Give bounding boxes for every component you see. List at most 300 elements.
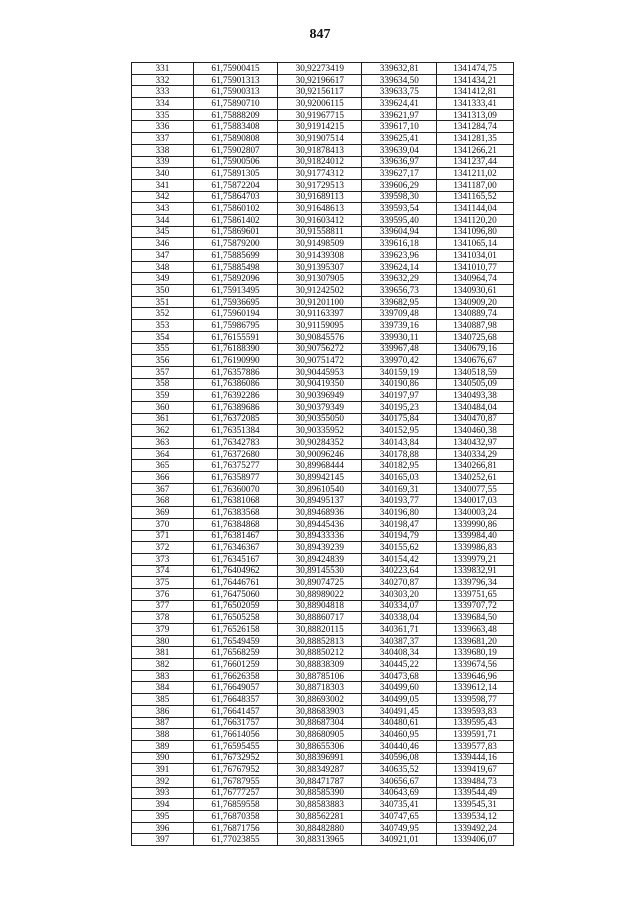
y-coordinate-cell: 1341333,41	[437, 98, 514, 110]
x-coordinate-cell: 340921,01	[362, 834, 437, 846]
longitude-cell: 30,91729513	[278, 179, 362, 191]
point-number-cell: 350	[132, 285, 194, 297]
y-coordinate-cell: 1340003,24	[437, 507, 514, 519]
x-coordinate-cell: 339621,97	[362, 109, 437, 121]
latitude-cell: 61,75902807	[193, 144, 277, 156]
point-number-cell: 347	[132, 250, 194, 262]
longitude-cell: 30,91439308	[278, 250, 362, 262]
table-row	[132, 191, 514, 203]
y-coordinate-cell: 1341165,52	[437, 191, 514, 203]
table-body	[132, 63, 514, 846]
x-coordinate-cell: 339604,94	[362, 226, 437, 238]
latitude-cell: 61,76601259	[193, 659, 277, 671]
point-number-cell: 383	[132, 670, 194, 682]
y-coordinate-cell: 1341281,35	[437, 133, 514, 145]
table-row	[132, 98, 514, 110]
point-number-cell: 378	[132, 612, 194, 624]
table-row	[132, 214, 514, 226]
latitude-cell: 61,76346367	[193, 542, 277, 554]
point-number-cell: 366	[132, 472, 194, 484]
point-number-cell: 353	[132, 320, 194, 332]
y-coordinate-cell: 1339707,72	[437, 600, 514, 612]
point-number-cell: 376	[132, 588, 194, 600]
point-number-cell: 370	[132, 518, 194, 530]
latitude-cell: 61,76870358	[193, 811, 277, 823]
x-coordinate-cell: 340196,80	[362, 507, 437, 519]
table-row	[132, 133, 514, 145]
y-coordinate-cell: 1341144,04	[437, 203, 514, 215]
table-row	[132, 109, 514, 121]
table-row	[132, 179, 514, 191]
table-row	[132, 121, 514, 133]
table-row	[132, 811, 514, 823]
table-row	[132, 86, 514, 98]
x-coordinate-cell: 340175,84	[362, 413, 437, 425]
longitude-cell: 30,89145530	[278, 565, 362, 577]
table-row	[132, 565, 514, 577]
table-row	[132, 63, 514, 75]
point-number-cell: 393	[132, 787, 194, 799]
table-row	[132, 390, 514, 402]
longitude-cell: 30,91878413	[278, 144, 362, 156]
table-row	[132, 495, 514, 507]
latitude-cell: 61,76345167	[193, 553, 277, 565]
table-row	[132, 752, 514, 764]
x-coordinate-cell: 339634,50	[362, 74, 437, 86]
y-coordinate-cell: 1340930,61	[437, 285, 514, 297]
table-row	[132, 483, 514, 495]
table-row	[132, 705, 514, 717]
longitude-cell: 30,90379349	[278, 401, 362, 413]
table-row	[132, 588, 514, 600]
y-coordinate-cell: 1341120,20	[437, 214, 514, 226]
latitude-cell: 61,76526158	[193, 624, 277, 636]
x-coordinate-cell: 340596,08	[362, 752, 437, 764]
table-row	[132, 647, 514, 659]
latitude-cell: 61,75900506	[193, 156, 277, 168]
latitude-cell: 61,76641457	[193, 705, 277, 717]
y-coordinate-cell: 1339646,96	[437, 670, 514, 682]
y-coordinate-cell: 1339419,67	[437, 764, 514, 776]
y-coordinate-cell: 1341284,74	[437, 121, 514, 133]
table-row	[132, 518, 514, 530]
x-coordinate-cell: 340735,41	[362, 799, 437, 811]
x-coordinate-cell: 340303,20	[362, 588, 437, 600]
longitude-cell: 30,89942145	[278, 472, 362, 484]
table-row	[132, 144, 514, 156]
latitude-cell: 61,75891305	[193, 168, 277, 180]
y-coordinate-cell: 1339484,73	[437, 775, 514, 787]
table-row	[132, 764, 514, 776]
y-coordinate-cell: 1339986,83	[437, 542, 514, 554]
latitude-cell: 61,76568259	[193, 647, 277, 659]
y-coordinate-cell: 1339979,21	[437, 553, 514, 565]
point-number-cell: 391	[132, 764, 194, 776]
point-number-cell: 372	[132, 542, 194, 554]
point-number-cell: 381	[132, 647, 194, 659]
table-row	[132, 413, 514, 425]
latitude-cell: 61,76360070	[193, 483, 277, 495]
y-coordinate-cell: 1339406,07	[437, 834, 514, 846]
x-coordinate-cell: 339967,48	[362, 343, 437, 355]
table-row	[132, 320, 514, 332]
coordinates-table	[131, 62, 514, 846]
latitude-cell: 61,76342783	[193, 437, 277, 449]
y-coordinate-cell: 1340493,38	[437, 390, 514, 402]
point-number-cell: 346	[132, 238, 194, 250]
point-number-cell: 333	[132, 86, 194, 98]
point-number-cell: 341	[132, 179, 194, 191]
point-number-cell: 389	[132, 740, 194, 752]
x-coordinate-cell: 340159,19	[362, 366, 437, 378]
latitude-cell: 61,75864703	[193, 191, 277, 203]
table-row	[132, 612, 514, 624]
table-row	[132, 437, 514, 449]
point-number-cell: 377	[132, 600, 194, 612]
point-number-cell: 358	[132, 378, 194, 390]
x-coordinate-cell: 339623,96	[362, 250, 437, 262]
latitude-cell: 61,76188390	[193, 343, 277, 355]
y-coordinate-cell: 1341237,44	[437, 156, 514, 168]
latitude-cell: 61,76190990	[193, 355, 277, 367]
x-coordinate-cell: 339656,73	[362, 285, 437, 297]
point-number-cell: 385	[132, 694, 194, 706]
x-coordinate-cell: 340165,03	[362, 472, 437, 484]
longitude-cell: 30,92156117	[278, 86, 362, 98]
point-number-cell: 382	[132, 659, 194, 671]
point-number-cell: 374	[132, 565, 194, 577]
latitude-cell: 61,76381068	[193, 495, 277, 507]
y-coordinate-cell: 1340887,98	[437, 320, 514, 332]
x-coordinate-cell: 340169,31	[362, 483, 437, 495]
latitude-cell: 61,75892096	[193, 273, 277, 285]
longitude-cell: 30,88583883	[278, 799, 362, 811]
latitude-cell: 61,76389686	[193, 401, 277, 413]
x-coordinate-cell: 339632,81	[362, 63, 437, 75]
x-coordinate-cell: 340656,67	[362, 775, 437, 787]
table-row	[132, 530, 514, 542]
x-coordinate-cell: 340195,23	[362, 401, 437, 413]
x-coordinate-cell: 339970,42	[362, 355, 437, 367]
point-number-cell: 384	[132, 682, 194, 694]
latitude-cell: 61,76777257	[193, 787, 277, 799]
x-coordinate-cell: 340445,22	[362, 659, 437, 671]
y-coordinate-cell: 1339832,91	[437, 565, 514, 577]
y-coordinate-cell: 1339990,86	[437, 518, 514, 530]
latitude-cell: 61,76859558	[193, 799, 277, 811]
x-coordinate-cell: 340190,86	[362, 378, 437, 390]
x-coordinate-cell: 339682,95	[362, 296, 437, 308]
latitude-cell: 61,76648357	[193, 694, 277, 706]
x-coordinate-cell: 339633,75	[362, 86, 437, 98]
longitude-cell: 30,90335952	[278, 425, 362, 437]
table-row	[132, 775, 514, 787]
table-row	[132, 273, 514, 285]
y-coordinate-cell: 1340460,38	[437, 425, 514, 437]
y-coordinate-cell: 1340518,59	[437, 366, 514, 378]
y-coordinate-cell: 1339680,19	[437, 647, 514, 659]
x-coordinate-cell: 340198,47	[362, 518, 437, 530]
table-row	[132, 787, 514, 799]
x-coordinate-cell: 339624,14	[362, 261, 437, 273]
longitude-cell: 30,88718303	[278, 682, 362, 694]
point-number-cell: 396	[132, 822, 194, 834]
y-coordinate-cell: 1340252,61	[437, 472, 514, 484]
y-coordinate-cell: 1339796,34	[437, 577, 514, 589]
y-coordinate-cell: 1340909,20	[437, 296, 514, 308]
latitude-cell: 61,76505258	[193, 612, 277, 624]
longitude-cell: 30,91558811	[278, 226, 362, 238]
longitude-cell: 30,88989022	[278, 588, 362, 600]
x-coordinate-cell: 339616,18	[362, 238, 437, 250]
latitude-cell: 61,76649057	[193, 682, 277, 694]
longitude-cell: 30,89074725	[278, 577, 362, 589]
x-coordinate-cell: 339617,10	[362, 121, 437, 133]
table-row	[132, 822, 514, 834]
x-coordinate-cell: 340182,95	[362, 460, 437, 472]
y-coordinate-cell: 1341065,14	[437, 238, 514, 250]
point-number-cell: 332	[132, 74, 194, 86]
table-row	[132, 203, 514, 215]
table-row	[132, 834, 514, 846]
longitude-cell: 30,91907514	[278, 133, 362, 145]
x-coordinate-cell: 340387,37	[362, 635, 437, 647]
point-number-cell: 338	[132, 144, 194, 156]
point-number-cell: 344	[132, 214, 194, 226]
point-number-cell: 386	[132, 705, 194, 717]
y-coordinate-cell: 1339492,24	[437, 822, 514, 834]
table-row	[132, 378, 514, 390]
latitude-cell: 61,75986795	[193, 320, 277, 332]
y-coordinate-cell: 1341211,02	[437, 168, 514, 180]
point-number-cell: 339	[132, 156, 194, 168]
y-coordinate-cell: 1340725,68	[437, 331, 514, 343]
table-row	[132, 624, 514, 636]
latitude-cell: 61,75869601	[193, 226, 277, 238]
latitude-cell: 61,75936695	[193, 296, 277, 308]
x-coordinate-cell: 340194,79	[362, 530, 437, 542]
y-coordinate-cell: 1341034,01	[437, 250, 514, 262]
y-coordinate-cell: 1339612,14	[437, 682, 514, 694]
y-coordinate-cell: 1339684,50	[437, 612, 514, 624]
table-row	[132, 238, 514, 250]
point-number-cell: 351	[132, 296, 194, 308]
x-coordinate-cell: 340499,60	[362, 682, 437, 694]
point-number-cell: 371	[132, 530, 194, 542]
longitude-cell: 30,92006115	[278, 98, 362, 110]
point-number-cell: 354	[132, 331, 194, 343]
y-coordinate-cell: 1341474,75	[437, 63, 514, 75]
point-number-cell: 349	[132, 273, 194, 285]
table-row	[132, 261, 514, 273]
x-coordinate-cell: 340635,52	[362, 764, 437, 776]
longitude-cell: 30,88562281	[278, 811, 362, 823]
x-coordinate-cell: 340197,97	[362, 390, 437, 402]
longitude-cell: 30,91159095	[278, 320, 362, 332]
point-number-cell: 345	[132, 226, 194, 238]
y-coordinate-cell: 1340889,74	[437, 308, 514, 320]
y-coordinate-cell: 1340017,03	[437, 495, 514, 507]
latitude-cell: 61,76392286	[193, 390, 277, 402]
longitude-cell: 30,91648613	[278, 203, 362, 215]
table-row	[132, 401, 514, 413]
point-number-cell: 356	[132, 355, 194, 367]
x-coordinate-cell: 340460,95	[362, 729, 437, 741]
latitude-cell: 61,76446761	[193, 577, 277, 589]
table-row	[132, 74, 514, 86]
latitude-cell: 61,75879200	[193, 238, 277, 250]
x-coordinate-cell: 340154,42	[362, 553, 437, 565]
latitude-cell: 61,75890808	[193, 133, 277, 145]
longitude-cell: 30,89433336	[278, 530, 362, 542]
longitude-cell: 30,91914215	[278, 121, 362, 133]
latitude-cell: 61,75872204	[193, 179, 277, 191]
x-coordinate-cell: 339595,40	[362, 214, 437, 226]
table-row	[132, 717, 514, 729]
x-coordinate-cell: 339709,48	[362, 308, 437, 320]
longitude-cell: 30,88313965	[278, 834, 362, 846]
longitude-cell: 30,91307905	[278, 273, 362, 285]
x-coordinate-cell: 340499,05	[362, 694, 437, 706]
table-row	[132, 343, 514, 355]
latitude-cell: 61,75960194	[193, 308, 277, 320]
longitude-cell: 30,88655306	[278, 740, 362, 752]
y-coordinate-cell: 1339591,71	[437, 729, 514, 741]
longitude-cell: 30,88904818	[278, 600, 362, 612]
y-coordinate-cell: 1341313,09	[437, 109, 514, 121]
point-number-cell: 340	[132, 168, 194, 180]
x-coordinate-cell: 340223,64	[362, 565, 437, 577]
latitude-cell: 61,75885699	[193, 250, 277, 262]
y-coordinate-cell: 1340679,16	[437, 343, 514, 355]
latitude-cell: 61,76767952	[193, 764, 277, 776]
latitude-cell: 61,76358977	[193, 472, 277, 484]
point-number-cell: 357	[132, 366, 194, 378]
longitude-cell: 30,88687304	[278, 717, 362, 729]
y-coordinate-cell: 1339593,83	[437, 705, 514, 717]
table-row	[132, 448, 514, 460]
y-coordinate-cell: 1340470,87	[437, 413, 514, 425]
point-number-cell: 355	[132, 343, 194, 355]
point-number-cell: 388	[132, 729, 194, 741]
y-coordinate-cell: 1339595,43	[437, 717, 514, 729]
point-number-cell: 360	[132, 401, 194, 413]
table-row	[132, 296, 514, 308]
latitude-cell: 61,75900415	[193, 63, 277, 75]
table-row	[132, 285, 514, 297]
x-coordinate-cell: 340338,04	[362, 612, 437, 624]
latitude-cell: 61,75888209	[193, 109, 277, 121]
table-row	[132, 553, 514, 565]
point-number-cell: 373	[132, 553, 194, 565]
table-row	[132, 729, 514, 741]
y-coordinate-cell: 1339598,77	[437, 694, 514, 706]
x-coordinate-cell: 339627,17	[362, 168, 437, 180]
y-coordinate-cell: 1339534,12	[437, 811, 514, 823]
latitude-cell: 61,76384868	[193, 518, 277, 530]
y-coordinate-cell: 1341010,77	[437, 261, 514, 273]
y-coordinate-cell: 1340266,81	[437, 460, 514, 472]
point-number-cell: 375	[132, 577, 194, 589]
y-coordinate-cell: 1341412,81	[437, 86, 514, 98]
table-row	[132, 168, 514, 180]
x-coordinate-cell: 339636,97	[362, 156, 437, 168]
x-coordinate-cell: 340178,88	[362, 448, 437, 460]
point-number-cell: 363	[132, 437, 194, 449]
x-coordinate-cell: 339632,29	[362, 273, 437, 285]
x-coordinate-cell: 340747,65	[362, 811, 437, 823]
longitude-cell: 30,88585390	[278, 787, 362, 799]
x-coordinate-cell: 339606,29	[362, 179, 437, 191]
latitude-cell: 61,76375277	[193, 460, 277, 472]
longitude-cell: 30,89424839	[278, 553, 362, 565]
table-row	[132, 670, 514, 682]
y-coordinate-cell: 1339544,49	[437, 787, 514, 799]
longitude-cell: 30,88482880	[278, 822, 362, 834]
latitude-cell: 61,75861402	[193, 214, 277, 226]
longitude-cell: 30,89439239	[278, 542, 362, 554]
point-number-cell: 392	[132, 775, 194, 787]
longitude-cell: 30,91689113	[278, 191, 362, 203]
table-row	[132, 156, 514, 168]
y-coordinate-cell: 1340334,29	[437, 448, 514, 460]
latitude-cell: 61,75890710	[193, 98, 277, 110]
table-row	[132, 799, 514, 811]
x-coordinate-cell: 339598,30	[362, 191, 437, 203]
x-coordinate-cell: 340152,95	[362, 425, 437, 437]
latitude-cell: 61,76155591	[193, 331, 277, 343]
longitude-cell: 30,88838309	[278, 659, 362, 671]
latitude-cell: 61,76502059	[193, 600, 277, 612]
longitude-cell: 30,88852813	[278, 635, 362, 647]
table-row	[132, 366, 514, 378]
longitude-cell: 30,91824012	[278, 156, 362, 168]
y-coordinate-cell: 1341434,21	[437, 74, 514, 86]
table-row	[132, 355, 514, 367]
longitude-cell: 30,88850212	[278, 647, 362, 659]
longitude-cell: 30,91395307	[278, 261, 362, 273]
table-row	[132, 425, 514, 437]
longitude-cell: 30,91201100	[278, 296, 362, 308]
latitude-cell: 61,76732952	[193, 752, 277, 764]
table-row	[132, 331, 514, 343]
x-coordinate-cell: 340155,62	[362, 542, 437, 554]
table-row	[132, 682, 514, 694]
point-number-cell: 367	[132, 483, 194, 495]
x-coordinate-cell: 340334,07	[362, 600, 437, 612]
point-number-cell: 365	[132, 460, 194, 472]
latitude-cell: 61,76871756	[193, 822, 277, 834]
table-row	[132, 308, 514, 320]
x-coordinate-cell: 340270,87	[362, 577, 437, 589]
x-coordinate-cell: 340408,34	[362, 647, 437, 659]
point-number-cell: 334	[132, 98, 194, 110]
latitude-cell: 61,76614056	[193, 729, 277, 741]
table-row	[132, 226, 514, 238]
longitude-cell: 30,88820115	[278, 624, 362, 636]
x-coordinate-cell: 340491,45	[362, 705, 437, 717]
latitude-cell: 61,76626358	[193, 670, 277, 682]
x-coordinate-cell: 339739,16	[362, 320, 437, 332]
longitude-cell: 30,90845576	[278, 331, 362, 343]
x-coordinate-cell: 340643,69	[362, 787, 437, 799]
x-coordinate-cell: 340193,77	[362, 495, 437, 507]
x-coordinate-cell: 340473,68	[362, 670, 437, 682]
table-row	[132, 542, 514, 554]
latitude-cell: 61,75860102	[193, 203, 277, 215]
point-number-cell: 331	[132, 63, 194, 75]
longitude-cell: 30,89495137	[278, 495, 362, 507]
